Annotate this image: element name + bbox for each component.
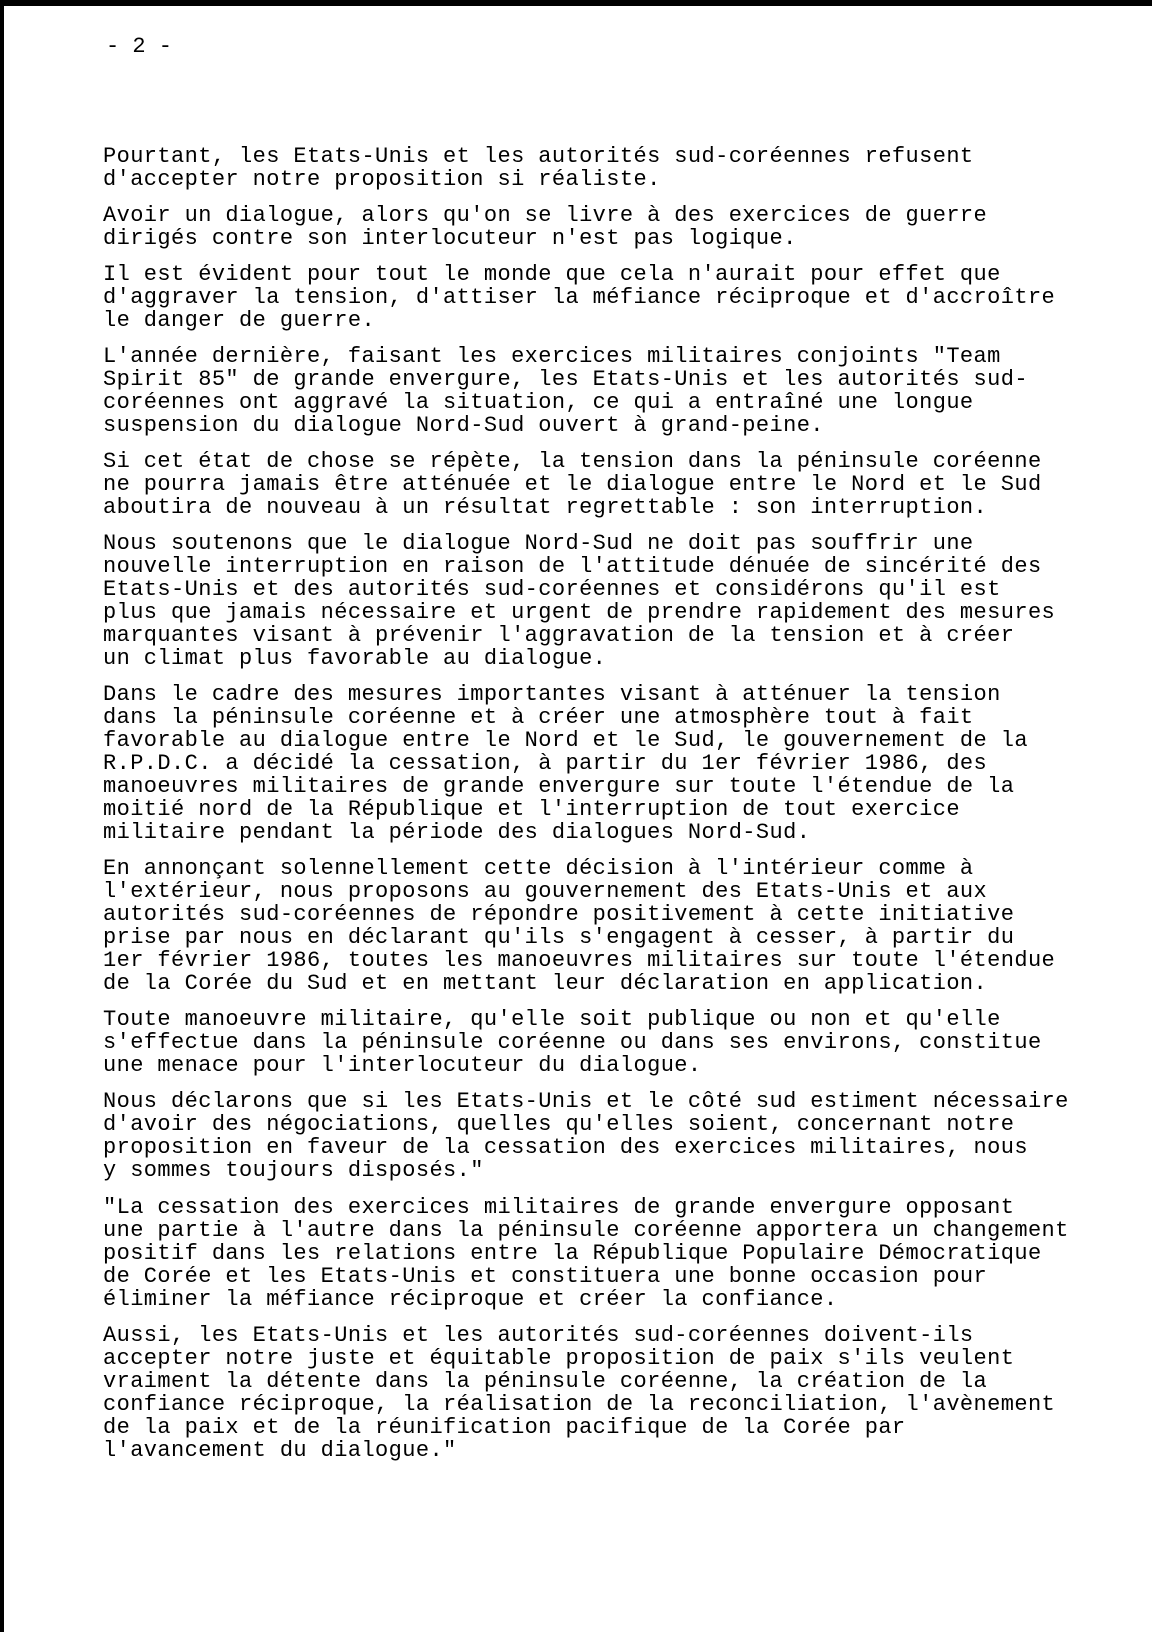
- text-line: l'avancement du dialogue.": [103, 1438, 457, 1463]
- text-line: R.P.D.C. a décidé la cessation, à partir du 1er février 1986, des: [103, 751, 988, 776]
- text-line: L'année dernière, faisant les exercices militaires conjoints "Team: [103, 344, 1001, 369]
- document-body: [103, 145, 1103, 1475]
- text-line: une partie à l'autre dans la péninsule coréenne apportera un changement: [103, 1218, 1069, 1243]
- text-line: une menace pour l'interlocuteur du dialogue.: [103, 1053, 702, 1078]
- text-line: Si cet état de chose se répète, la tension dans la péninsule coréenne: [103, 449, 1042, 474]
- paragraph: [103, 345, 1103, 437]
- paragraph: [103, 450, 1103, 519]
- text-line: "La cessation des exercices militaires de grande envergure opposant: [103, 1195, 1015, 1220]
- text-line: coréennes ont aggravé la situation, ce qui a entraîné une longue: [103, 390, 974, 415]
- text-line: de la paix et de la réunification pacifique de la Corée par: [103, 1415, 906, 1440]
- text-line: Avoir un dialogue, alors qu'on se livre à des exercices de guerre: [103, 203, 988, 228]
- text-line: un climat plus favorable au dialogue.: [103, 646, 607, 671]
- paragraph: [103, 145, 1103, 191]
- text-line: plus que jamais nécessaire et urgent de prendre rapidement des mesures: [103, 600, 1056, 625]
- text-line: de Corée et les Etats-Unis et constituera une bonne occasion pour: [103, 1264, 988, 1289]
- text-line: de la Corée du Sud et en mettant leur déclaration en application.: [103, 971, 988, 996]
- text-line: aboutira de nouveau à un résultat regrettable : son interruption.: [103, 495, 988, 520]
- text-line: confiance réciproque, la réalisation de la reconciliation, l'avènement: [103, 1392, 1056, 1417]
- paragraph: [103, 1324, 1103, 1462]
- text-line: s'effectue dans la péninsule coréenne ou dans ses environs, constitue: [103, 1030, 1042, 1055]
- text-line: suspension du dialogue Nord-Sud ouvert à grand-peine.: [103, 413, 824, 438]
- text-line: Spirit 85" de grande envergure, les Etats-Unis et les autorités sud-: [103, 367, 1028, 392]
- text-line: éliminer la méfiance réciproque et créer la confiance.: [103, 1287, 838, 1312]
- text-line: Il est évident pour tout le monde que cela n'aurait pour effet que: [103, 262, 1001, 287]
- text-line: Etats-Unis et des autorités sud-coréennes et considérons qu'il est: [103, 577, 1001, 602]
- text-line: ne pourra jamais être atténuée et le dialogue entre le Nord et le Sud: [103, 472, 1042, 497]
- paragraph: [103, 532, 1103, 670]
- text-line: favorable au dialogue entre le Nord et le Sud, le gouvernement de la: [103, 728, 1028, 753]
- paragraph: [103, 204, 1103, 250]
- text-line: 1er février 1986, toutes les manoeuvres militaires sur toute l'étendue: [103, 948, 1056, 973]
- text-line: dirigés contre son interlocuteur n'est pas logique.: [103, 226, 797, 251]
- text-line: y sommes toujours disposés.": [103, 1158, 484, 1183]
- text-line: autorités sud-coréennes de répondre positivement à cette initiative: [103, 902, 1015, 927]
- text-line: vraiment la détente dans la péninsule coréenne, la création de la: [103, 1369, 988, 1394]
- text-line: le danger de guerre.: [103, 308, 376, 333]
- text-line: nouvelle interruption en raison de l'attitude dénuée de sincérité des: [103, 554, 1042, 579]
- page-number: - 2 -: [106, 34, 173, 59]
- scan-border-top: [0, 0, 1152, 6]
- paragraph: [103, 263, 1103, 332]
- text-line: Nous déclarons que si les Etats-Unis et le côté sud estiment nécessaire: [103, 1089, 1069, 1114]
- paragraph: [103, 1090, 1103, 1182]
- text-line: prise par nous en déclarant qu'ils s'engagent à cesser, à partir du: [103, 925, 1015, 950]
- text-line: manoeuvres militaires de grande envergure sur toute l'étendue de la: [103, 774, 1015, 799]
- text-line: proposition en faveur de la cessation des exercices militaires, nous: [103, 1135, 1028, 1160]
- paragraph: [103, 683, 1103, 844]
- text-line: Toute manoeuvre militaire, qu'elle soit publique ou non et qu'elle: [103, 1007, 1001, 1032]
- text-line: d'accepter notre proposition si réaliste.: [103, 167, 661, 192]
- text-line: Nous soutenons que le dialogue Nord-Sud ne doit pas souffrir une: [103, 531, 974, 556]
- text-line: d'aggraver la tension, d'attiser la méfiance réciproque et d'accroître: [103, 285, 1056, 310]
- text-line: accepter notre juste et équitable proposition de paix s'ils veulent: [103, 1346, 1015, 1371]
- paragraph: [103, 1196, 1103, 1311]
- paragraph: [103, 857, 1103, 995]
- text-line: moitié nord de la République et l'interruption de tout exercice: [103, 797, 960, 822]
- text-line: En annonçant solennellement cette décision à l'intérieur comme à: [103, 856, 974, 881]
- paragraph: [103, 1008, 1103, 1077]
- scan-border-left: [0, 0, 4, 1632]
- text-line: l'extérieur, nous proposons au gouvernement des Etats-Unis et aux: [103, 879, 988, 904]
- text-line: marquantes visant à prévenir l'aggravation de la tension et à créer: [103, 623, 1015, 648]
- text-line: Dans le cadre des mesures importantes visant à atténuer la tension: [103, 682, 1001, 707]
- text-line: militaire pendant la période des dialogues Nord-Sud.: [103, 820, 811, 845]
- text-line: d'avoir des négociations, quelles qu'elles soient, concernant notre: [103, 1112, 1015, 1137]
- text-line: dans la péninsule coréenne et à créer une atmosphère tout à fait: [103, 705, 974, 730]
- text-line: Aussi, les Etats-Unis et les autorités sud-coréennes doivent-ils: [103, 1323, 974, 1348]
- text-line: Pourtant, les Etats-Unis et les autorités sud-coréennes refusent: [103, 144, 974, 169]
- text-line: positif dans les relations entre la République Populaire Démocratique: [103, 1241, 1042, 1266]
